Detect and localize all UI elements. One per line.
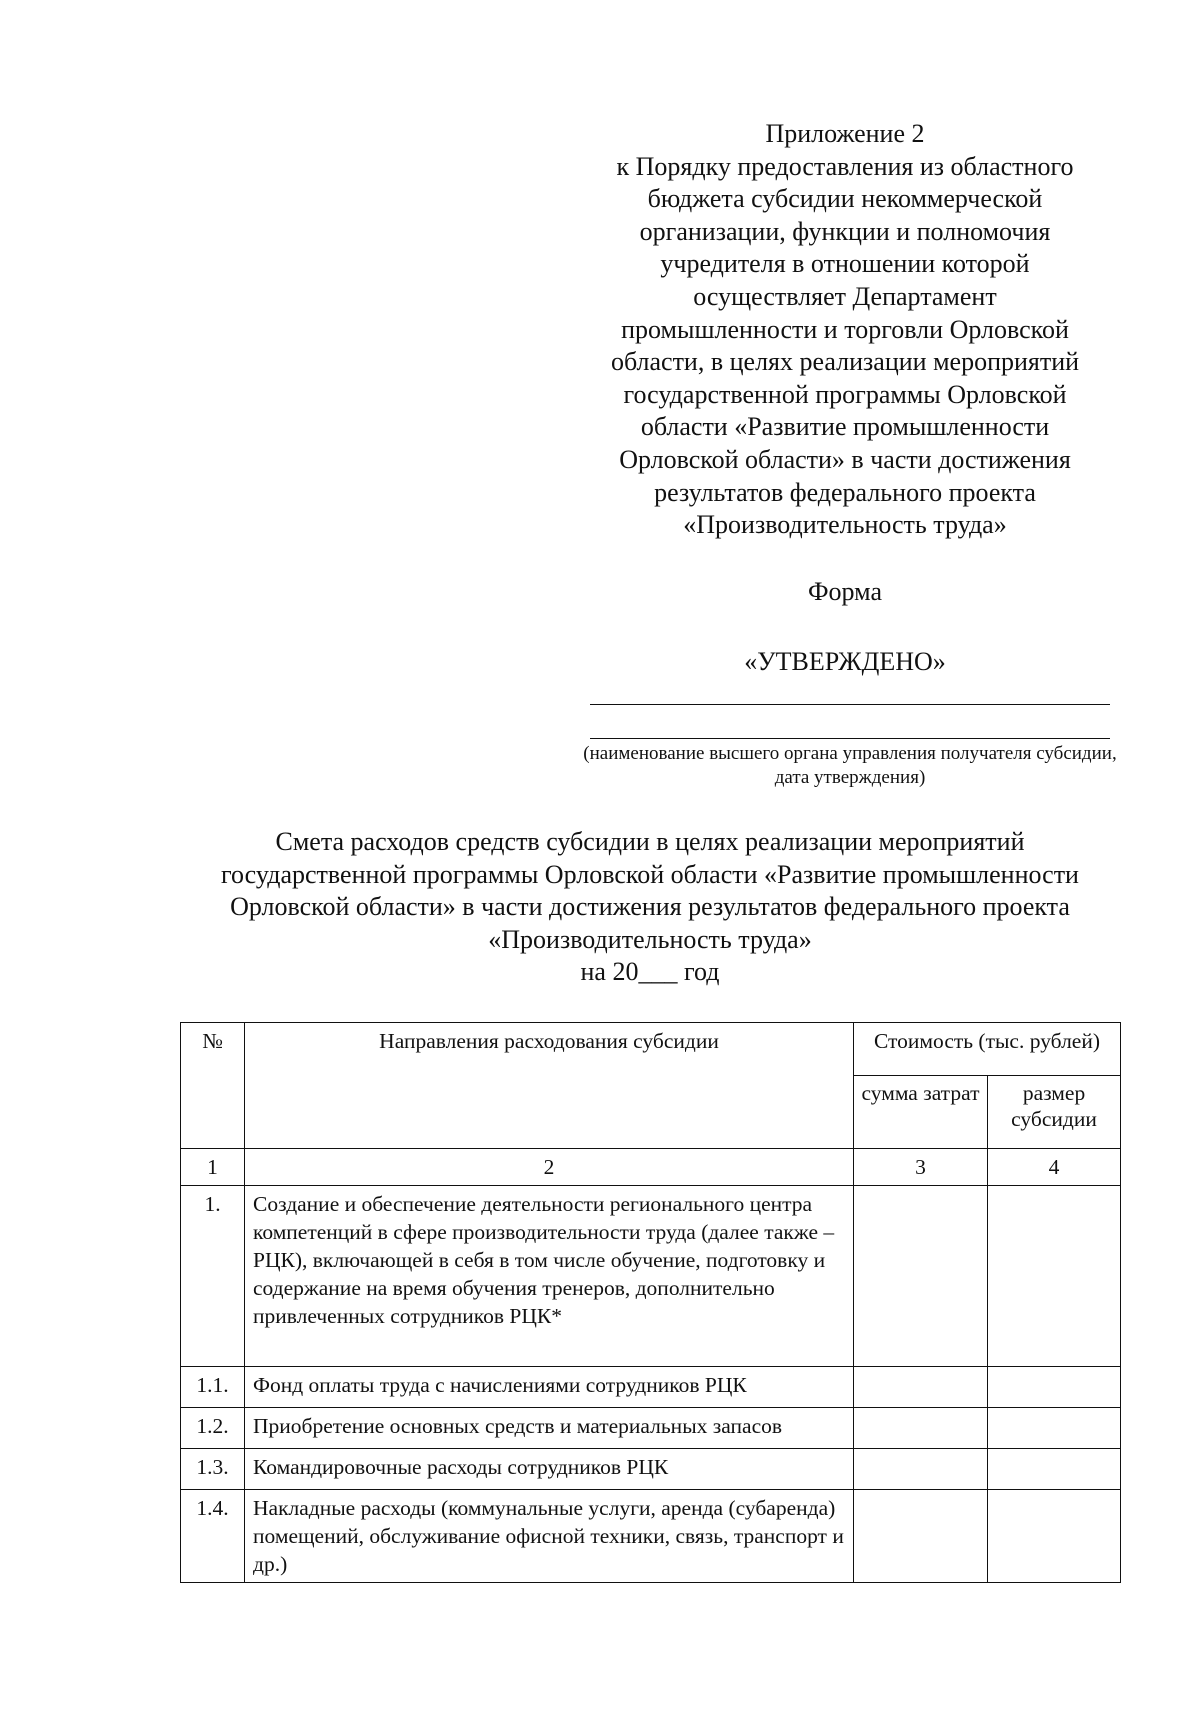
row-description: Создание и обеспечение деятельности регионального центра компетенций в сфере производительности труда (далее также – РЦК), включающей в себя в том числе обучение, подготовку и содержание на время обучения тренеров, дополнительно привлеченных сотрудников РЦК* <box>245 1186 854 1367</box>
row-sum-cell <box>854 1367 988 1408</box>
appendix-line: государственной программы Орловской <box>623 379 1067 409</box>
approved-stamp-text: «УТВЕРЖДЕНО» <box>744 647 946 676</box>
appendix-line: к Порядку предоставления из областного <box>616 151 1074 181</box>
row-number: 1.1. <box>181 1367 245 1408</box>
row-description: Приобретение основных средств и материальных запасов <box>245 1408 854 1449</box>
header-cost: Стоимость (тыс. рублей) <box>854 1023 1121 1076</box>
row-sum-cell <box>854 1449 988 1490</box>
row-number: 1.2. <box>181 1408 245 1449</box>
row-subsidy-cell <box>988 1367 1121 1408</box>
header-no: № <box>181 1023 245 1149</box>
row-sum-cell <box>854 1490 988 1583</box>
table-row <box>181 1449 1121 1490</box>
row-description: Командировочные расходы сотрудников РЦК <box>245 1449 854 1490</box>
signature-caption: (наименование высшего органа управления получателя субсидии, дата утверждения) <box>583 743 1117 788</box>
row-subsidy-cell <box>988 1449 1121 1490</box>
row-subsidy-cell <box>988 1408 1121 1449</box>
appendix-block <box>585 118 1105 542</box>
title-line: Орловской области» в части достижения результатов федерального проекта <box>230 892 1070 921</box>
row-number: 1.4. <box>181 1490 245 1583</box>
appendix-line: организации, функции и полномочия <box>639 216 1051 246</box>
signature-line <box>590 704 1110 705</box>
form-label: Форма <box>808 577 882 606</box>
appendix-line: области, в целях реализации мероприятий <box>610 347 1080 377</box>
table-row <box>181 1186 1121 1367</box>
row-subsidy-cell <box>988 1490 1121 1583</box>
appendix-line: результатов федерального проекта <box>654 477 1036 507</box>
header-sum: сумма затрат <box>854 1076 988 1149</box>
estimate-table <box>180 1022 1121 1583</box>
signature-line <box>590 738 1110 739</box>
appendix-line: бюджета субсидии некоммерческой <box>647 184 1043 214</box>
row-subsidy-cell <box>988 1186 1121 1367</box>
table-row <box>181 1367 1121 1408</box>
row-sum-cell <box>854 1408 988 1449</box>
appendix-line: осуществляет Департамент <box>693 281 997 311</box>
appendix-line: промышленности и торговли Орловской <box>621 314 1069 344</box>
title-line: Смета расходов средств субсидии в целях реализации мероприятий <box>275 827 1025 856</box>
index-cell: 4 <box>988 1149 1121 1186</box>
table-row <box>181 1490 1121 1583</box>
index-cell: 1 <box>181 1149 245 1186</box>
title-year-line: на 20___ год <box>580 957 720 986</box>
index-cell: 2 <box>245 1149 854 1186</box>
row-number: 1.3. <box>181 1449 245 1490</box>
row-number: 1. <box>181 1186 245 1367</box>
appendix-line: области «Развитие промышленности <box>640 412 1050 442</box>
header-subsidy: размер субсидии <box>988 1076 1121 1149</box>
header-direction: Направления расходования субсидии <box>245 1023 854 1149</box>
appendix-line: учредителя в отношении которой <box>660 249 1030 279</box>
appendix-line: Приложение 2 <box>765 119 925 148</box>
row-description: Накладные расходы (коммунальные услуги, аренда (субаренда) помещений, обслуживание офисной техники, связь, транспорт и др.) <box>245 1490 854 1583</box>
table-row <box>181 1408 1121 1449</box>
appendix-line: Орловской области» в части достижения <box>619 444 1071 474</box>
index-cell: 3 <box>854 1149 988 1186</box>
appendix-line: «Производительность труда» <box>683 510 1007 540</box>
title-line: государственной программы Орловской области «Развитие промышленности <box>221 859 1079 889</box>
row-sum-cell <box>854 1186 988 1367</box>
document-title <box>160 826 1140 989</box>
title-line: «Производительность труда» <box>488 924 812 954</box>
row-description: Фонд оплаты труда с начислениями сотрудников РЦК <box>245 1367 854 1408</box>
